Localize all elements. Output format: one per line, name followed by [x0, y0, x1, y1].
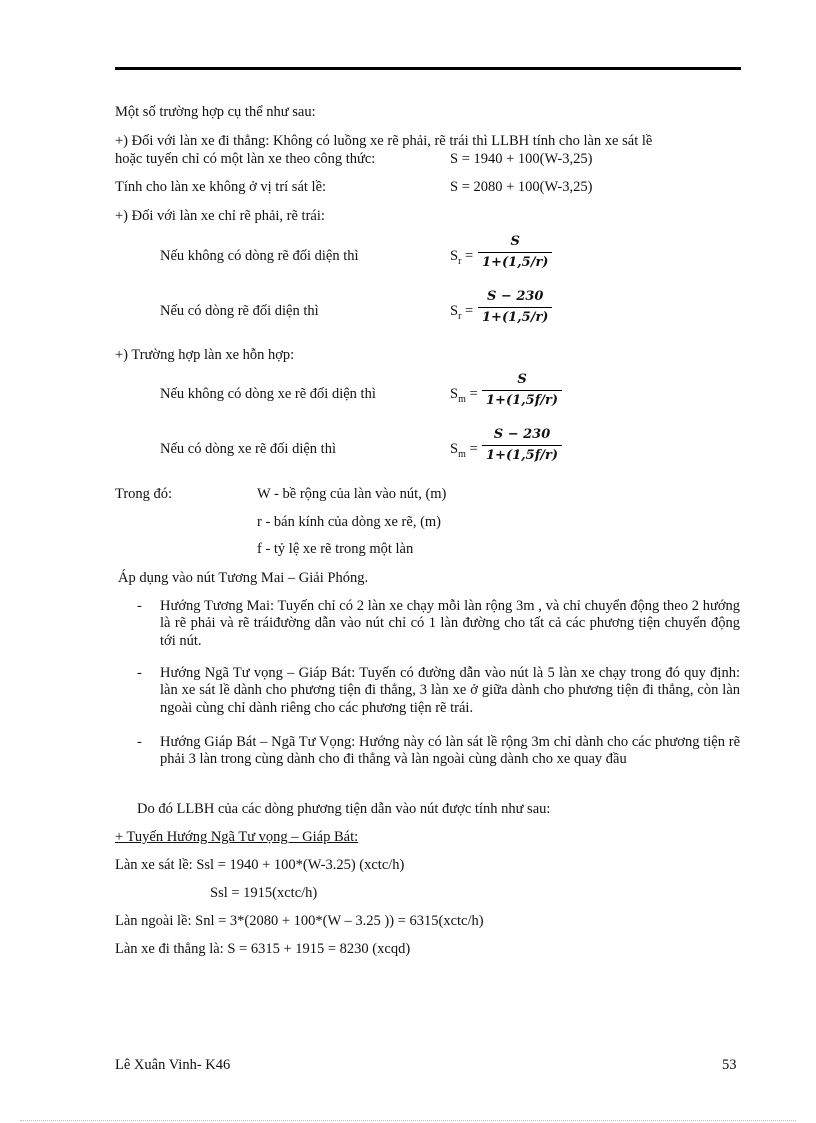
calc-line-snl: Làn ngoài lề: Snl = 3*(2080 + 100*(W – 3.25 )) = 6315(xctc/h)	[115, 913, 484, 929]
route-heading: + Tuyến Hướng Ngã Tư vọng – Giáp Bát:	[115, 829, 359, 845]
bullet-marker: -	[137, 598, 142, 614]
case2-lhs1: $S_r$ =	[450, 248, 474, 267]
bullet-nga-tu-vong: Hướng Ngã Tư vọng – Giáp Bát: Tuyến có đường dẫn vào nút là 5 làn xe chạy trong đó quy định: làn xe sát lề dành cho phương tiện đi thẳng, 3 làn xe ở giữa dành cho phương tiện đi thẳng, còn làn ngoài cùng chỉ dành riêng cho các phương tiện rẽ trái.	[160, 665, 740, 716]
intro-text: Một số trường hợp cụ thể như sau:	[115, 104, 316, 120]
where-r: r - bán kính của dòng xe rẽ, (m)	[257, 514, 442, 530]
case3-lhs2: $S_m$ =	[450, 441, 478, 460]
calc-line-total: Làn xe đi thẳng là: S = 6315 + 1915 = 8230 (xcqd)	[115, 941, 411, 957]
formula-s-2080: S = 2080 + 100(W-3,25)	[450, 179, 593, 195]
footer-author: Lê Xuân Vinh- K46	[115, 1057, 231, 1073]
bullet-tuong-mai: Hướng Tương Mai: Tuyến chỉ có 2 làn xe chạy mỗi làn rộng 3m , và chỉ chuyển động theo 2 hướng là rẽ phải và rẽ tráiđường dẫn vào nút chỉ có 1 làn đường cho tất cả các phương tiện chuyển động tới nút.	[160, 598, 740, 649]
case3-fraction2	[482, 427, 562, 463]
denominator: 1+(1,5f/r)	[482, 390, 562, 409]
page-number: 53	[722, 1057, 737, 1073]
bullet-giap-bat: Hướng Giáp Bát – Ngã Tư Vọng: Hướng này có làn sát lề rộng 3m chỉ dành cho các phương tiện rẽ phải 3 làn trong cùng dành cho đi thẳng và làn ngoài cùng dành cho xe quay đầu	[160, 734, 740, 768]
case1-line3: Tính cho làn xe không ở vị trí sát lề:	[115, 179, 327, 195]
calc-line-ssl-result: Ssl = 1915(xctc/h)	[210, 885, 318, 901]
conclusion-text: Do đó LLBH của các dòng phương tiện dẫn vào nút được tính như sau:	[137, 801, 551, 817]
where-w: W - bề rộng của làn vào nút, (m)	[257, 486, 447, 502]
case2-lhs2: $S_r$ =	[450, 303, 474, 322]
case2-cond1: Nếu không có dòng rẽ đối diện thì	[160, 248, 359, 264]
case3-fraction1	[482, 372, 562, 408]
case1-line2: hoặc tuyến chỉ có một làn xe theo công thức:	[115, 151, 376, 167]
denominator: 1+(1,5/r)	[478, 252, 552, 271]
where-f: f - tỷ lệ xe rẽ trong một làn	[257, 541, 414, 557]
denominator: 1+(1,5f/r)	[482, 445, 562, 464]
case3-cond1: Nếu không có dòng xe rẽ đối diện thì	[160, 386, 376, 402]
formula-s-1940: S = 1940 + 100(W-3,25)	[450, 151, 593, 167]
case1-line1: +) Đối với làn xe đi thẳng: Không có luồng xe rẽ phải, rẽ trái thì LLBH tính cho làn xe sát lề	[115, 133, 653, 149]
case3-title: +) Trường hợp làn xe hỗn hợp:	[115, 347, 295, 363]
where-label: Trong đó:	[115, 486, 173, 502]
case3-lhs1: $S_m$ =	[450, 386, 478, 405]
numerator: S	[517, 372, 527, 387]
denominator: 1+(1,5/r)	[478, 307, 552, 326]
case2-fraction2	[478, 289, 552, 325]
bullet-marker: -	[137, 665, 142, 681]
header-rule	[115, 67, 741, 70]
case2-title: +) Đối với làn xe chỉ rẽ phải, rẽ trái:	[115, 208, 325, 224]
calc-line-ssl: Làn xe sát lề: Ssl = 1940 + 100*(W-3.25) (xctc/h)	[115, 857, 405, 873]
numerator: S − 230	[493, 427, 551, 442]
case2-cond2: Nếu có dòng rẽ đối diện thì	[160, 303, 319, 319]
numerator: S − 230	[487, 289, 544, 304]
apply-heading: Áp dụng vào nút Tương Mai – Giải Phóng.	[118, 570, 369, 586]
case3-cond2: Nếu có dòng xe rẽ đối diện thì	[160, 441, 336, 457]
bullet-marker: -	[137, 734, 142, 750]
page-bottom-edge	[20, 1120, 796, 1121]
numerator: S	[510, 234, 520, 249]
case2-fraction1	[478, 234, 552, 270]
